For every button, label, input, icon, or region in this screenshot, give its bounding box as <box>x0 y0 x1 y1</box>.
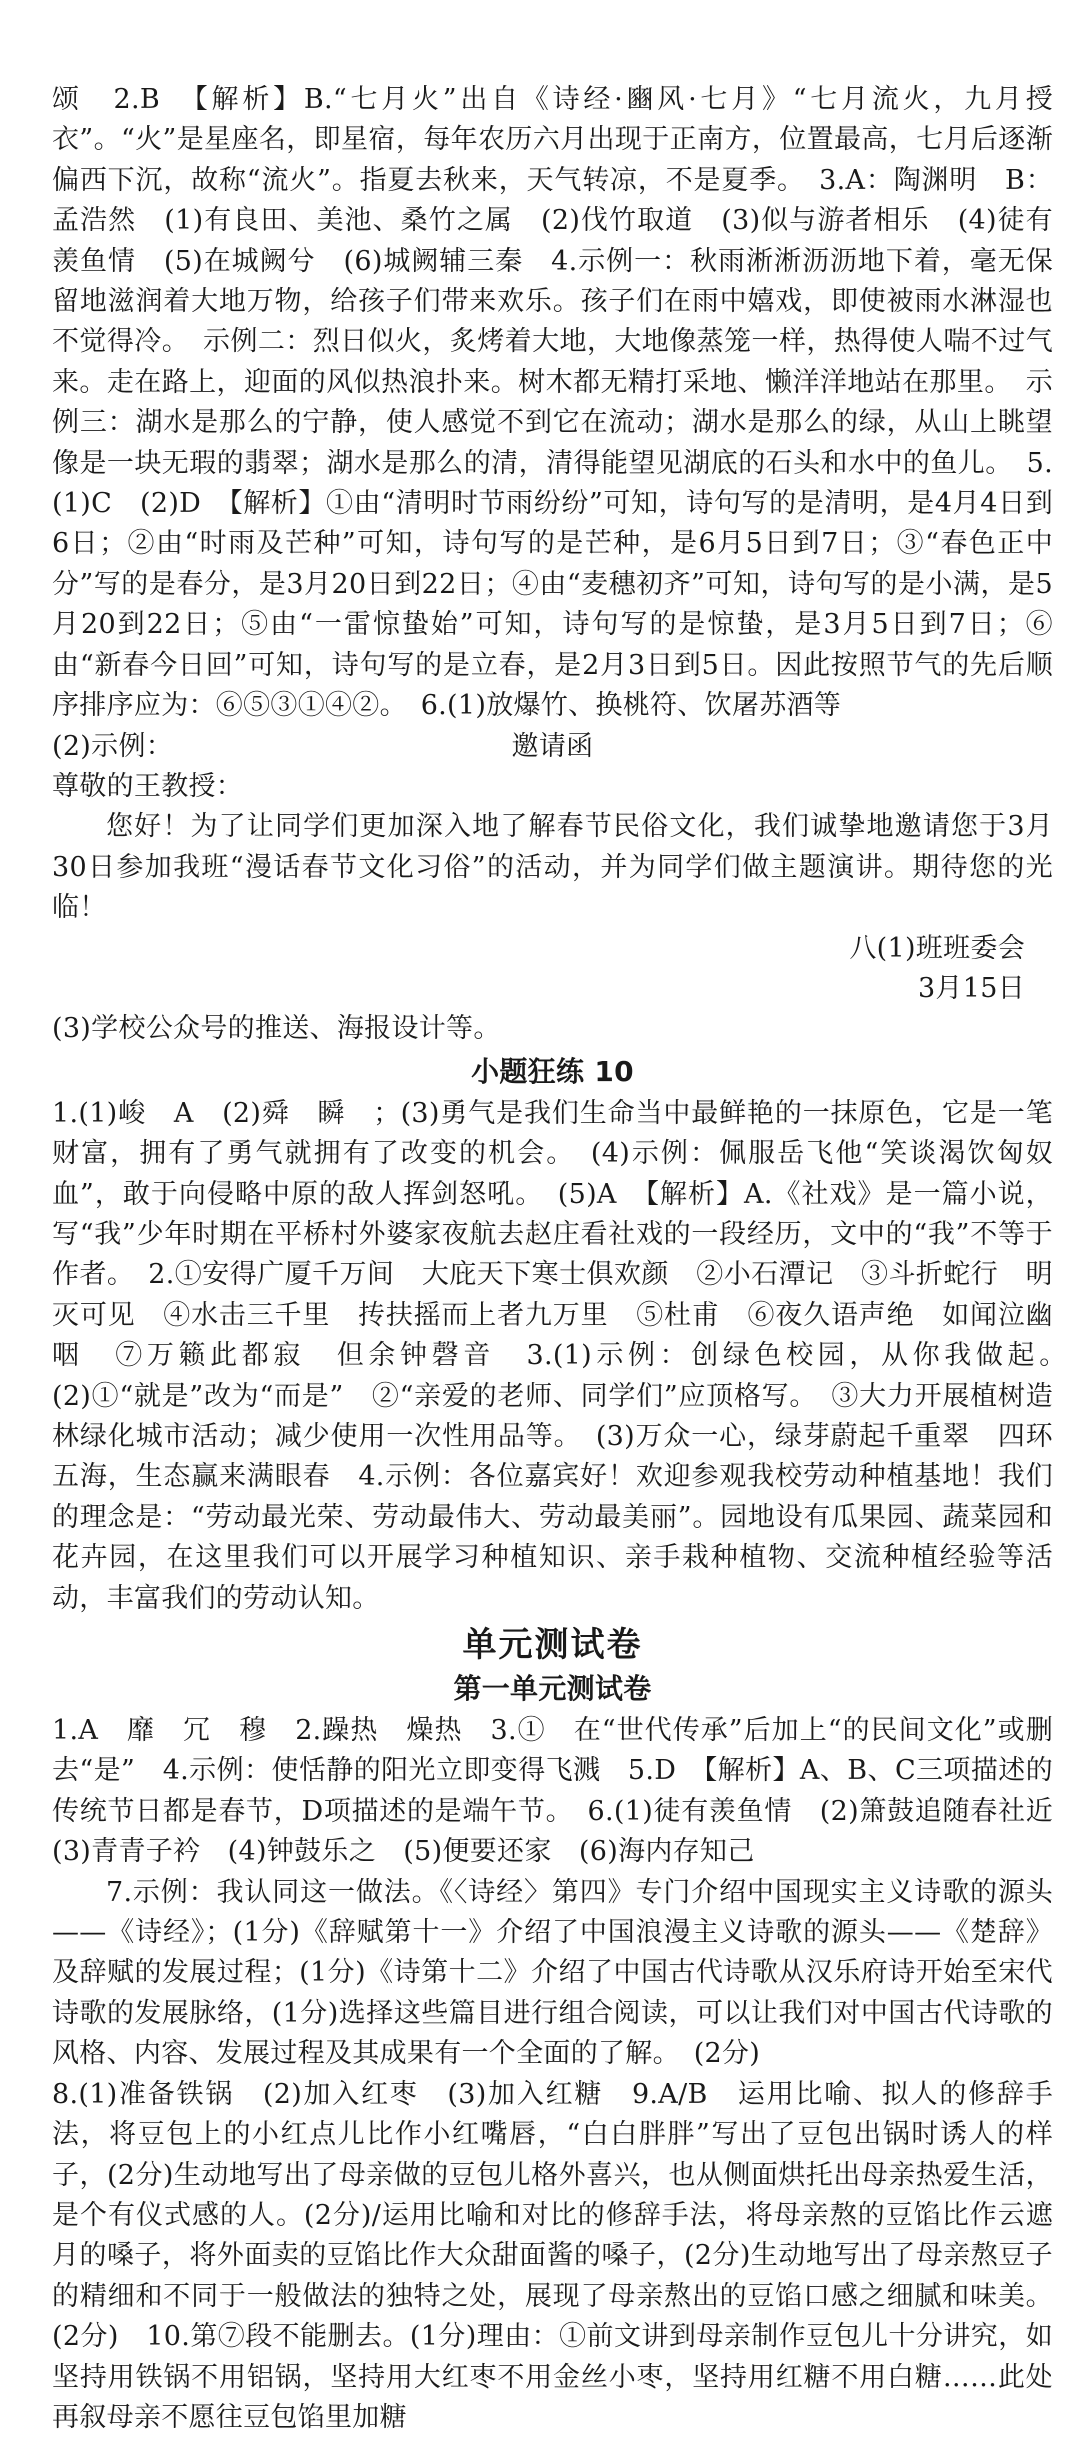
letter-title: 邀请函 <box>511 730 594 762</box>
answer-paragraph-unit-1-a: 1.A 靡 冗 穆 2.躁热 燥热 3.① 在“世代传承”后加上“的民间文化”或删去“是” 4.示例：使恬静的阳光立即变得飞溅 5.D 【解析】A、B、C三项描述的传统节日都是春节，D项描述的是端午节。 6.(1)徒有羡鱼情 (2)箫鼓追随春社近 (3)青青子衿 (4)钟鼓乐之 (5)便要还家 (6)海内存知己 <box>52 1715 1081 1868</box>
section-heading-practice-10: 小题狂练 10 <box>471 1054 634 1088</box>
letter-signature: 八(1)班班委会 <box>849 932 1025 964</box>
letter-lead: (2)示例： <box>52 730 174 762</box>
answer-item-3: (3)学校公众号的推送、海报设计等。 <box>52 1013 501 1045</box>
section-heading-unit-test: 单元测试卷 <box>462 1625 643 1666</box>
section-subheading-unit-1: 第一单元测试卷 <box>453 1672 652 1706</box>
answer-paragraph-unit-1-b: 7.示例：我认同这一做法。《〈诗经〉第四》专门介绍中国现实主义诗歌的源头——《诗经》；(1分)《辞赋第十一》介绍了中国浪漫主义诗歌的源头——《楚辞》及辞赋的发展过程；(1分)《诗第十二》介绍了中国古代诗歌从汉乐府诗开始至宋代诗歌的发展脉络，(1分)选择这些篇目进行组合阅读，可以让我们对中国古代诗歌的风格、内容、发展过程及其成果有一个全面的了解。 (2分) <box>52 1876 1053 2070</box>
letter-body: 您好！为了让同学们更加深入地了解春节民俗文化，我们诚挚地邀请您于3月30日参加我班“漫话春节文化习俗”的活动，并为同学们做主题演讲。期待您的光临！ <box>52 811 1053 924</box>
letter-date: 3月15日 <box>917 972 1025 1004</box>
answer-paragraph-intro: 颂 2.B 【解析】B.“七月火”出自《诗经·豳风·七月》“七月流火，九月授衣”。“火”是星座名，即星宿，每年农历六月出现于正南方，位置最高，七月后逐渐偏西下沉，故称“流火”。指夏去秋来，天气转凉，不是夏季。 3.A：陶渊明 B：孟浩然 (1)有良田、美池、桑竹之属 (2)伐竹取道 (3)似与游者相乐 (4)徒有羡鱼情 (5)在城阙兮 (6)城阙辅三秦 4.示例一：秋雨淅淅沥沥地下着，毫无保留地滋润着大地万物，给孩子们带来欢乐。孩子们在雨中嬉戏，即使被雨水淋湿也不觉得冷。 示例二：烈日似火，炙烤着大地，大地像蒸笼一样，热得使人喘不过气来。走在路上，迎面的风似热浪扑来。树木都无精打采地、懒洋洋地站在那里。 示例三：湖水是那么的宁静，使人感觉不到它在流动；湖水是那么的绿，从山上眺望像是一块无瑕的翡翠；湖水是那么的清，清得能望见湖底的石头和水中的鱼儿。 5.(1)C (2)D 【解析】①由“清明时节雨纷纷”可知，诗句写的是清明，是4月4日到6日；②由“时雨及芒种”可知，诗句写的是芒种，是6月5日到7日；③“春色正中分”写的是春分，是3月20日到22日；④由“麦穗初齐”可知，诗句写的是小满，是5月20到22日；⑤由“一雷惊蛰始”可知，诗句写的是惊蛰，是3月5日到7日；⑥由“新春今日回”可知，诗句写的是立春，是2月3日到5日。因此按照节气的先后顺序排序应为：⑥⑤③①④②。 6.(1)放爆竹、换桃符、饮屠苏酒等 <box>52 84 1053 722</box>
letter-greeting: 尊敬的王教授： <box>52 770 244 802</box>
answer-paragraph-practice-10: 1.(1)峻 A (2)舜 瞬 ；(3)勇气是我们生命当中最鲜艳的一抹原色，它是一笔财富，拥有了勇气就拥有了改变的机会。 (4)示例：佩服岳飞他“笑谈渴饮匈奴血”，敢于向侵略中原的敌人挥剑怒吼。 (5)A 【解析】A.《社戏》是一篇小说，写“我”少年时期在平桥村外婆家夜航去赵庄看社戏的一段经历，文中的“我”不等于作者。 2.①安得广厦千万间 大庇天下寒士俱欢颜 ②小石潭记 ③斗折蛇行 明灭可见 ④水击三千里 抟扶摇而上者九万里 ⑤杜甫 ⑥夜久语声绝 如闻泣幽咽 ⑦万籁此都寂 但余钟磬音 3.(1)示例：创绿色校园，从你我做起。 (2)①“就是”改为“而是” ②“亲爱的老师、同学们”应顶格写。 ③大力开展植树造林绿化城市活动；减少使用一次性用品等。 (3)万众一心，绿芽蔚起千重翠 四环五海，生态赢来满眼春 4.示例：各位嘉宾好！欢迎参观我校劳动种植基地！我们的理念是：“劳动最光荣、劳动最伟大、劳动最美丽”。园地设有瓜果园、蔬菜园和花卉园，在这里我们可以开展学习种植知识、亲手栽种植物、交流种植经验等活动，丰富我们的劳动认知。 <box>52 1097 1081 1614</box>
answer-paragraph-unit-1-c: 8.(1)准备铁锅 (2)加入红枣 (3)加入红糖 9.A/B 运用比喻、拟人的修辞手法，将豆包上的小红点儿比作小红嘴唇，“白白胖胖”写出了豆包出锅时诱人的样子，(2分)生动地写出了母亲做的豆包儿格外喜兴，也从侧面烘托出母亲热爱生活，是个有仪式感的人。(2分)/运用比喻和对比的修辞手法，将母亲熬的豆馅比作云遮月的嗓子，将外面卖的豆馅比作大众甜面酱的嗓子，(2分)生动地写出了母亲熬豆子的精细和不同于一般做法的独特之处，展现了母亲熬出的豆馅口感之细腻和味美。(2分) 10.第⑦段不能删去。(1分)理由：①前文讲到母亲制作豆包儿十分讲究，如坚持用铁锅不用铝锅，坚持用大红枣不用金丝小枣，坚持用红糖不用白糖……此处再叙母亲不愿往豆包馅里加糖 <box>52 2078 1053 2433</box>
